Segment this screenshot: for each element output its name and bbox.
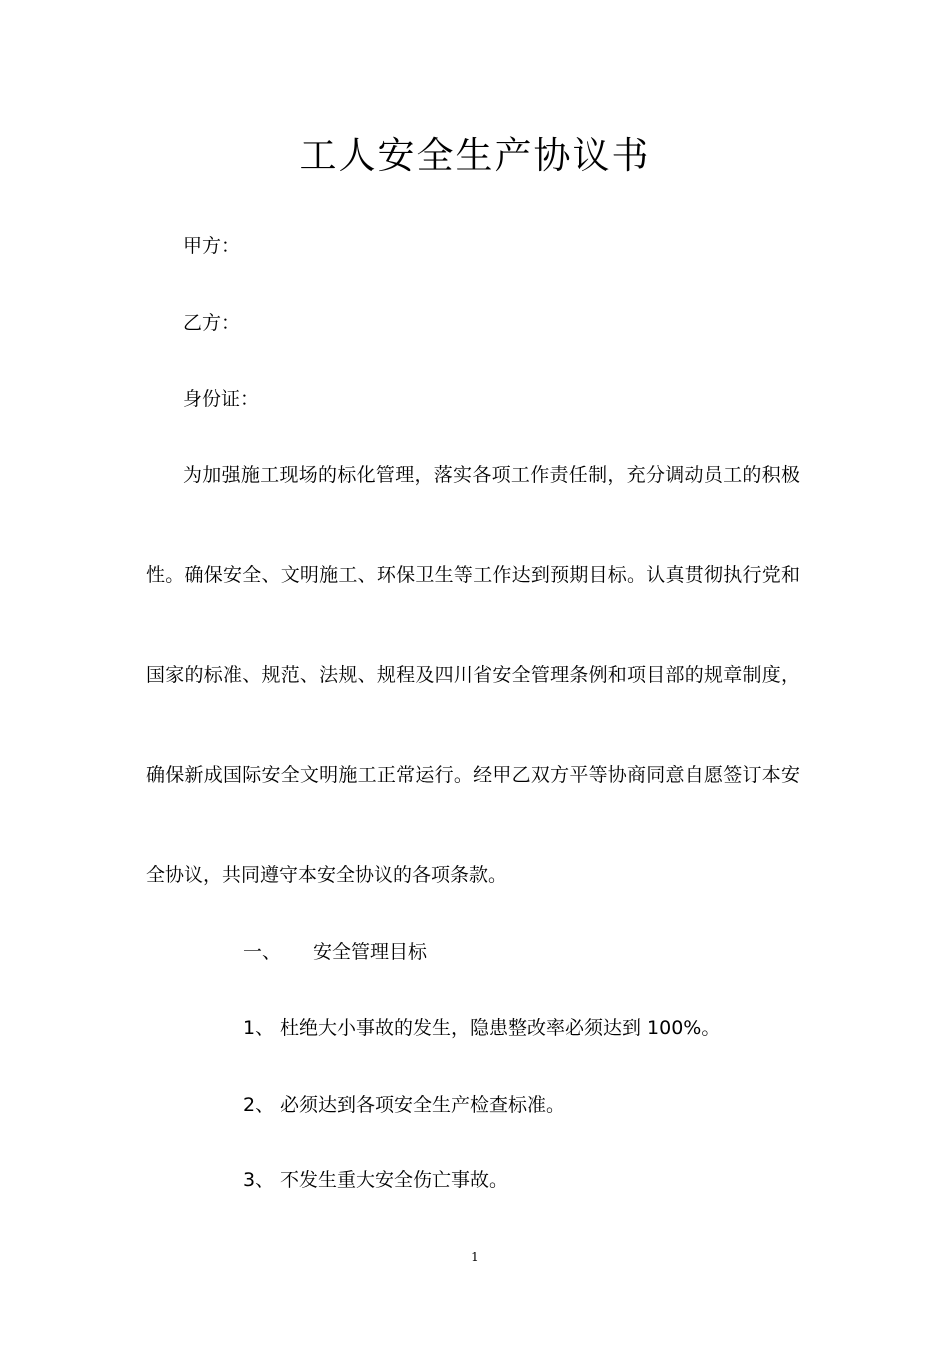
item-3-text: 不发生重大安全伤亡事故。 [280, 1169, 509, 1191]
id-card-label: 身份证： [183, 388, 260, 410]
item-1-text: 杜绝大小事故的发生，隐患整改率必须达到 100%。 [280, 1017, 721, 1039]
section-one-number: 一、 [243, 941, 282, 963]
section-one-title: 安全管理目标 [313, 941, 428, 963]
intro-line-1: 为加强施工现场的标化管理，落实各项工作责任制，充分调动员工的积极 [183, 464, 800, 486]
intro-line-4: 确保新成国际安全文明施工正常运行。经甲乙双方平等协商同意自愿签订本安 [146, 764, 800, 786]
item-2-number: 2、 [243, 1094, 275, 1116]
document-title: 工人安全生产协议书 [299, 134, 651, 177]
item-1-number: 1、 [243, 1017, 275, 1039]
intro-line-3: 国家的标准、规范、法规、规程及四川省安全管理条例和项目部的规章制度， [146, 664, 800, 686]
intro-line-5: 全协议，共同遵守本安全协议的各项条款。 [146, 864, 508, 886]
item-2-text: 必须达到各项安全生产检查标准。 [280, 1094, 566, 1116]
party-b-label: 乙方： [183, 312, 241, 334]
party-a-label: 甲方： [183, 235, 241, 257]
intro-line-2: 性。确保安全、文明施工、环保卫生等工作达到预期目标。认真贯彻执行党和 [146, 564, 800, 586]
page-number: 1 [471, 1250, 479, 1264]
item-3-number: 3、 [243, 1169, 275, 1191]
